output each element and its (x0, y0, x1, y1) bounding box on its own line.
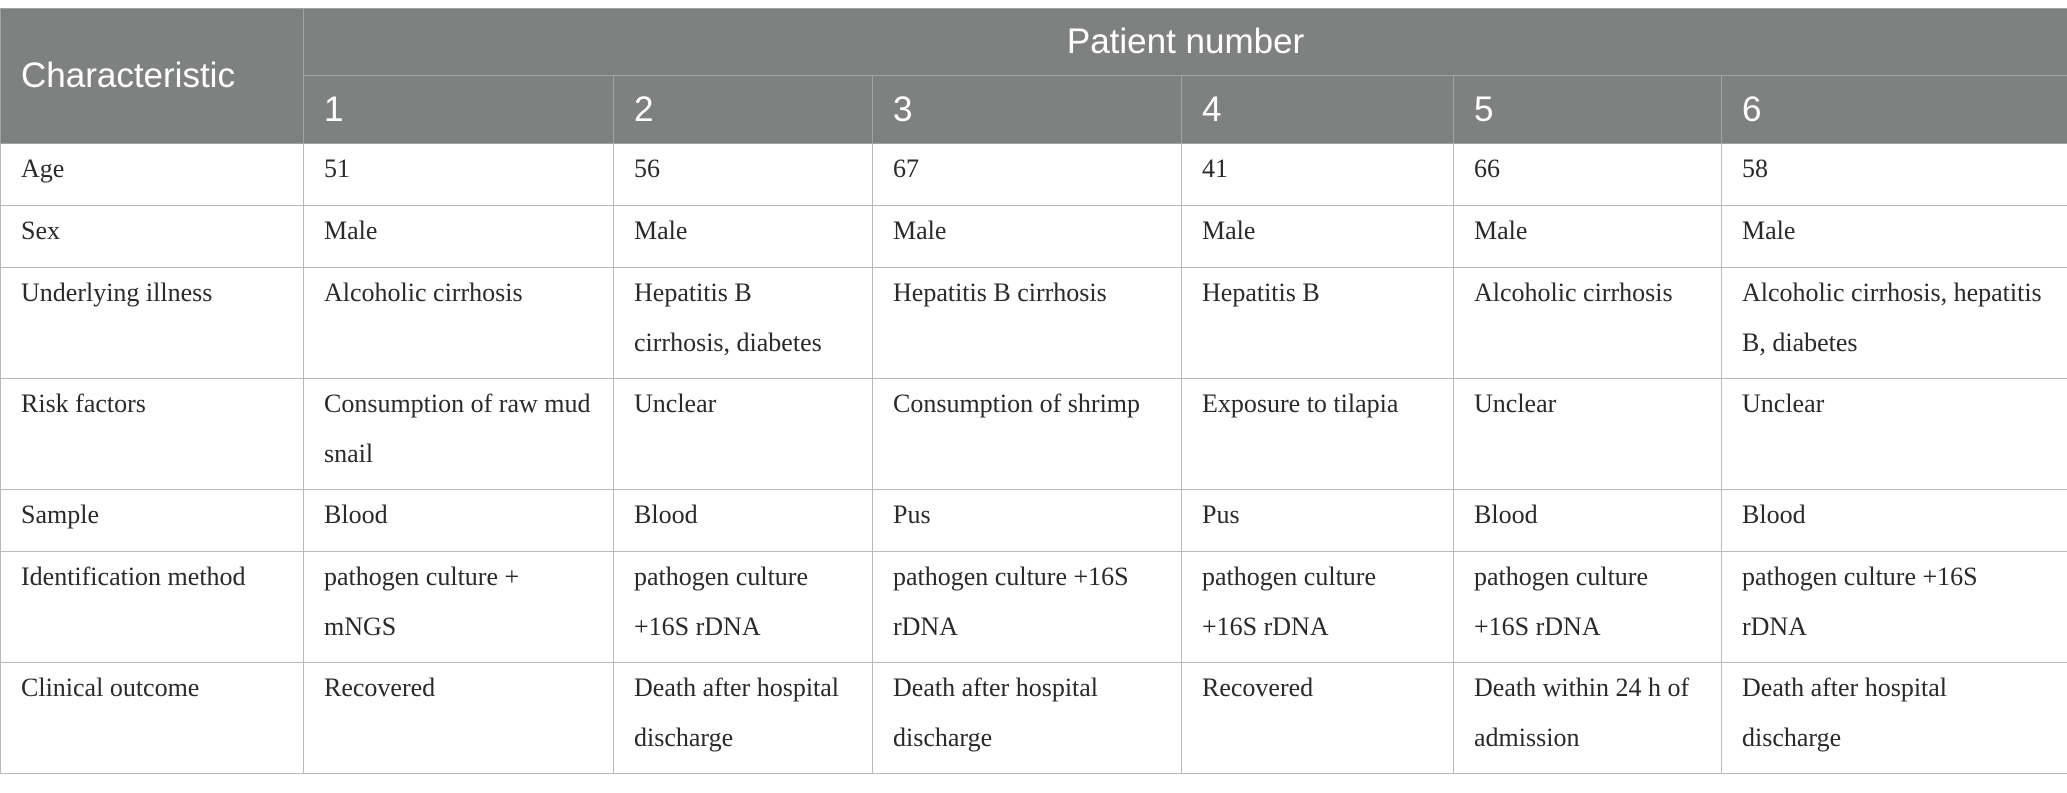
table-cell: Recovered (304, 663, 614, 774)
row-label: Identification method (1, 552, 304, 663)
table-cell: pathogen culture +16S rDNA (1182, 552, 1454, 663)
table-cell: Death after hospital discharge (614, 663, 873, 774)
patient-characteristics-table-wrapper (0, 8, 2067, 774)
table-cell: Unclear (1454, 379, 1722, 490)
table-cell: 41 (1182, 144, 1454, 206)
table-row-risk-factors (1, 379, 2067, 490)
header-row-group (1, 9, 2067, 76)
table-row-sample (1, 490, 2067, 552)
table-row-underlying-illness (1, 268, 2067, 379)
table-row-identification-method (1, 552, 2067, 663)
table-cell: Blood (304, 490, 614, 552)
row-label: Risk factors (1, 379, 304, 490)
table-cell: Male (873, 206, 1182, 268)
table-cell: 58 (1722, 144, 2067, 206)
table-cell: Unclear (1722, 379, 2067, 490)
table-cell: 67 (873, 144, 1182, 206)
table-cell: Death after hospital discharge (1722, 663, 2067, 774)
table-cell: Male (1722, 206, 2067, 268)
patient-number-group-header: Patient number (304, 9, 2067, 76)
table-cell: pathogen culture +16S rDNA (873, 552, 1182, 663)
table-cell: pathogen culture + mNGS (304, 552, 614, 663)
table-cell: pathogen culture +16S rDNA (1454, 552, 1722, 663)
table-cell: Alcoholic cirrhosis, hepatitis B, diabetes (1722, 268, 2067, 379)
table-cell: Blood (1722, 490, 2067, 552)
table-cell: Alcoholic cirrhosis (1454, 268, 1722, 379)
table-header (1, 9, 2067, 144)
table-cell: Blood (614, 490, 873, 552)
table-cell: Alcoholic cirrhosis (304, 268, 614, 379)
table-cell: pathogen culture +16S rDNA (1722, 552, 2067, 663)
table-cell: Male (1182, 206, 1454, 268)
header-row-patients (1, 76, 2067, 144)
characteristic-header: Characteristic (1, 9, 304, 144)
table-cell: 51 (304, 144, 614, 206)
row-label: Sex (1, 206, 304, 268)
patient-number-header: 5 (1454, 76, 1722, 144)
table-cell: Recovered (1182, 663, 1454, 774)
row-label: Underlying illness (1, 268, 304, 379)
patient-number-header: 1 (304, 76, 614, 144)
patient-number-header: 2 (614, 76, 873, 144)
table-cell: Consumption of raw mud snail (304, 379, 614, 490)
patient-number-header: 6 (1722, 76, 2067, 144)
table-cell: Male (614, 206, 873, 268)
row-label: Sample (1, 490, 304, 552)
row-label: Age (1, 144, 304, 206)
table-cell: Death within 24 h of admission (1454, 663, 1722, 774)
table-cell: 56 (614, 144, 873, 206)
patient-number-header: 3 (873, 76, 1182, 144)
table-cell: Pus (1182, 490, 1454, 552)
table-cell: Pus (873, 490, 1182, 552)
table-cell: Blood (1454, 490, 1722, 552)
table-cell: Hepatitis B cirrhosis, diabetes (614, 268, 873, 379)
row-label: Clinical outcome (1, 663, 304, 774)
table-cell: 66 (1454, 144, 1722, 206)
table-row-clinical-outcome (1, 663, 2067, 774)
table-row-age (1, 144, 2067, 206)
table-cell: Death after hospital discharge (873, 663, 1182, 774)
table-cell: Male (1454, 206, 1722, 268)
table-cell: Consumption of shrimp (873, 379, 1182, 490)
patient-number-header: 4 (1182, 76, 1454, 144)
patient-characteristics-table (0, 8, 2067, 774)
table-row-sex (1, 206, 2067, 268)
table-body (1, 144, 2067, 774)
table-cell: pathogen culture +16S rDNA (614, 552, 873, 663)
table-cell: Unclear (614, 379, 873, 490)
table-cell: Hepatitis B (1182, 268, 1454, 379)
table-cell: Exposure to tilapia (1182, 379, 1454, 490)
table-cell: Hepatitis B cirrhosis (873, 268, 1182, 379)
table-cell: Male (304, 206, 614, 268)
